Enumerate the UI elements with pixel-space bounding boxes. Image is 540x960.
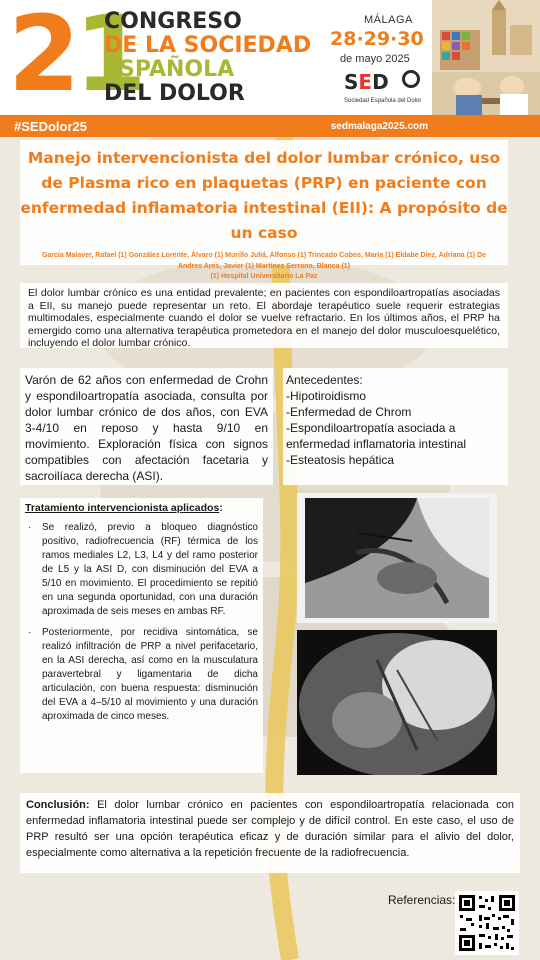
- affiliation: (1) Hospital Universitario La Paz: [210, 273, 318, 280]
- tratamiento-box: [20, 498, 263, 773]
- introduction-box: El dolor lumbar crónico es una entidad prevalente; en pacientes con espondiloartropatías asociadas a EII, su manejo puede representar un reto. El abordaje terapéutico suele requerir estrategias multimodales, especialmente cuando el dolor se vuelve refractario. En los últimos años, el PRP ha emergido como una alternativa terapéutica prometedora en el manejo del dolor musculoesquelético, incluyendo el dolor lumbar crónico.: [20, 283, 508, 348]
- conclusion-text: El dolor lumbar crónico en pacientes con espondiloartropatía relacionada con enfermedad inflamatoria intestinal puede ser complejo y de difícil control. En este caso, el uso de PRP resultó ser una opción terapéutica eficaz y de duración similar para el alivio del dolor, especialmente como alternativa a la repetición frecuente de la radiofrecuencia.: [26, 799, 514, 859]
- congress-line-2: DE LA SOCIEDAD: [104, 33, 312, 58]
- sed-logo-text: SED: [344, 70, 389, 94]
- fluoroscopy-image-2: [297, 630, 497, 775]
- antecedentes-heading: Antecedentes:: [286, 373, 363, 387]
- sed-logo: [344, 70, 389, 94]
- author-list: García Malaver, Rafael (1) González Lorente, Álvaro (1) Murillo Juliá, Alfonso (1) Trincado Cobos, María (1) Eldabe Díez, Adriana (1) De Andres Ares, Javier (1) Martínez Serrano, Blanca (1): [41, 252, 487, 270]
- poster-title: Manejo intervencionista del dolor lumbar crónico, uso de Plasma rico en plaquetas (PRP) en paciente con enfermedad inflamatoria intestinal (EII): A propósito de un caso: [20, 149, 508, 242]
- congress-number: 21: [8, 0, 141, 115]
- tratamiento-item-text: Posteriormente, por recidiva sintomática, se realizó infiltración de PRP a nivel perifacetario, en la ASI derecha, así como en la musculatura paravertebral y ligamentaria de dicha articulación, con buena respuesta: disminución del EVA a 4–5/10 al movimiento y una duración aproximada de cinco meses.: [42, 627, 258, 722]
- tratamiento-item: [25, 626, 258, 724]
- sed-logo-subtitle: Sociedad Española del Dolor: [344, 98, 422, 104]
- tratamiento-heading: Tratamiento intervencionista aplicados:: [25, 502, 223, 514]
- antecedentes-item: -Enfermedad de Chrom: [286, 405, 412, 419]
- hashtag-bar: [0, 115, 540, 137]
- sed-logo-mark-icon: [402, 70, 420, 88]
- bullet-icon: ·: [28, 627, 32, 638]
- antecedentes-item: -Espondiloartropatía asociada a enfermedad inflamatoria intestinal: [286, 421, 467, 451]
- references-label: Referencias:: [388, 893, 456, 907]
- tratamiento-item: [25, 521, 258, 619]
- hashtag: #SEDolor25: [14, 118, 87, 134]
- case-description-box: Varón de 62 años con enfermedad de Crohn y espondiloartropatía asociada, consulta por dolor lumbar crónico de dos años, con EVA 3-4/10 en reposo y hasta 9/10 en movimiento. Exploración física con signos compatibles con afectación facetaria y sacroilíaca derecha (ASI).: [20, 368, 273, 485]
- congress-line-4: DEL DOLOR: [104, 81, 245, 106]
- congress-url: sedmalaga2025.com: [330, 120, 428, 132]
- antecedentes-item: -Hipotiroidismo: [286, 389, 367, 403]
- bullet-icon: ·: [28, 522, 32, 533]
- antecedentes-box: [283, 368, 508, 485]
- congress-dates: 28·29·30: [330, 28, 424, 50]
- antecedentes-item: -Esteatosis hepática: [286, 453, 395, 467]
- conclusion-box: [20, 793, 520, 873]
- congress-name: [104, 10, 311, 106]
- congress-city: MÁLAGA: [364, 14, 413, 26]
- congress-line-3: ESPAÑOLA: [104, 57, 235, 82]
- congress-dates-sub: de mayo 2025: [340, 53, 410, 65]
- tratamiento-item-text: Se realizó, previo a bloqueo diagnóstico positivo, radiofrecuencia (RF) térmica de los ramos mediales L2, L3, L4 y del ramo posterior de L5 y la ASI D, con disminución del EVA a 5/10 en movimiento. El procedimiento se repitió en una segunda oportunidad, con una duración aproximada de seis meses en ambas RF.: [42, 522, 258, 617]
- congress-line-1: CONGRESO: [104, 9, 242, 34]
- conclusion-label: Conclusión:: [26, 799, 90, 811]
- qr-code-icon[interactable]: [455, 891, 519, 955]
- title-box: [20, 140, 508, 280]
- header-illustration: [432, 0, 540, 115]
- poster-header: [0, 0, 540, 115]
- authors: [20, 251, 508, 283]
- fluoroscopy-image-1: [297, 493, 497, 623]
